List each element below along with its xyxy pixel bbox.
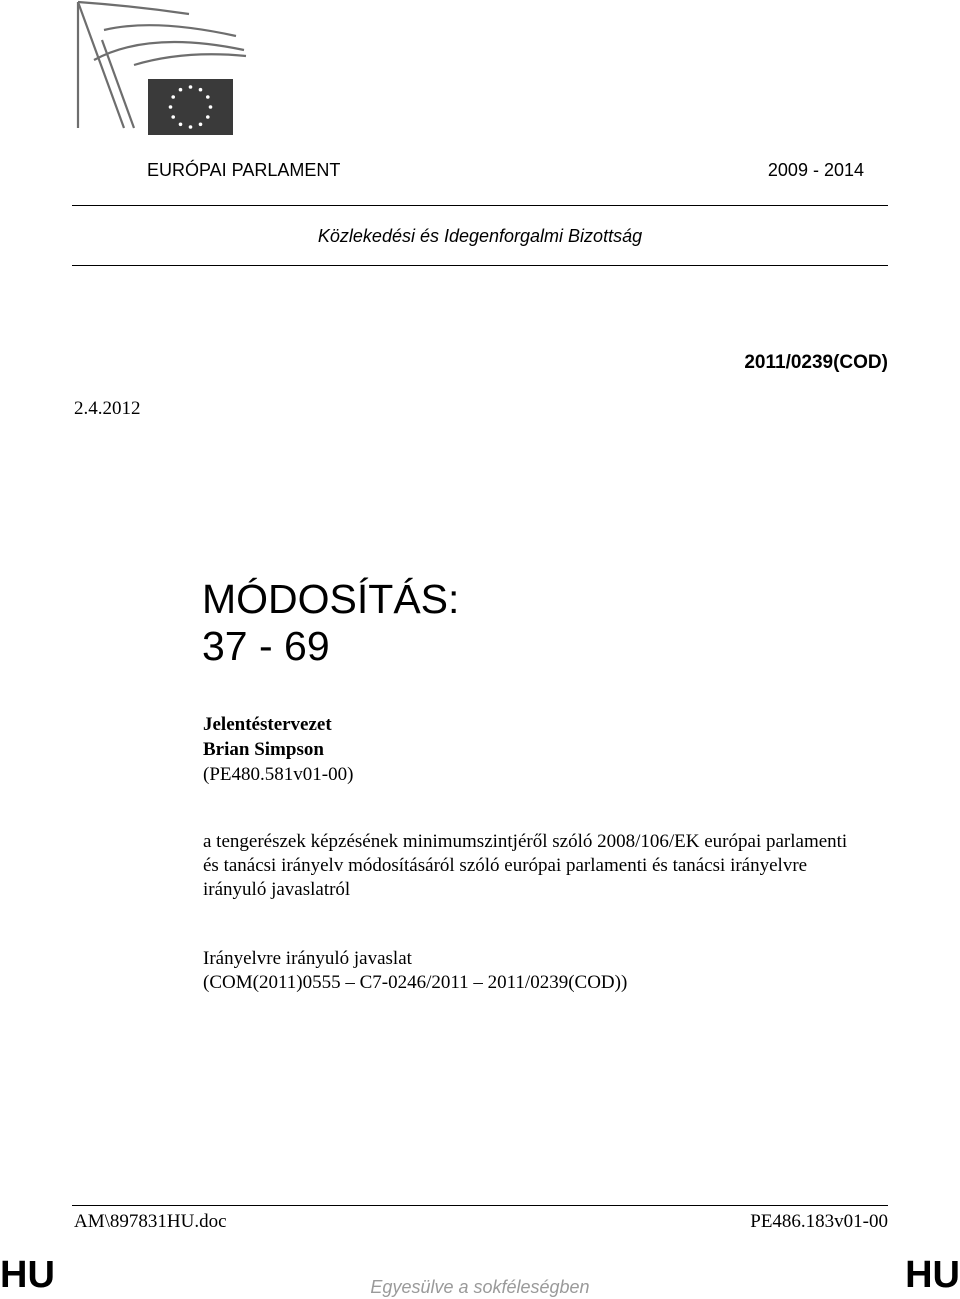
committee-divider — [72, 265, 888, 266]
parliamentary-term: 2009 - 2014 — [767, 160, 864, 180]
proposal-type: Irányelvre irányuló javaslat — [203, 948, 412, 969]
language-code-left: HU — [0, 1254, 55, 1296]
procedure-number: 2011/0239(COD) — [744, 352, 888, 373]
proposal-reference: (COM(2011)0555 – C7-0246/2011 – 2011/0239(COD)) — [203, 972, 628, 993]
pe-reference: PE486.183v01-00 — [750, 1211, 888, 1232]
institution-name: EURÓPAI PARLAMENT — [147, 160, 341, 180]
report-type: Jelentéstervezet — [203, 714, 332, 735]
committee-name: Közlekedési és Idegenforgalmi Bizottság — [317, 226, 643, 246]
eu-motto: Egyesülve a sokféleségben — [370, 1277, 590, 1297]
rapporteur-name: Brian Simpson — [203, 739, 324, 760]
document-subject: a tengerészek képzésének minimumszintjéről szóló 2008/106/EK európai parlamenti és tanácsi irányelv módosításáról szóló európai parlamenti és tanácsi irányelvre irányuló javaslatról — [203, 831, 848, 900]
document-date: 2.4.2012 — [74, 398, 141, 419]
page-title — [202, 576, 459, 670]
title-line-1: MÓDOSÍTÁS: — [202, 576, 460, 622]
european-parliament-logo-icon — [74, 0, 250, 138]
file-reference: AM\897831HU.doc — [74, 1211, 227, 1232]
header-divider — [72, 205, 888, 206]
language-code-right: HU — [905, 1254, 960, 1296]
footer-divider — [72, 1205, 888, 1206]
report-reference: (PE480.581v01-00) — [203, 764, 354, 785]
title-line-2: 37 - 69 — [202, 623, 330, 669]
